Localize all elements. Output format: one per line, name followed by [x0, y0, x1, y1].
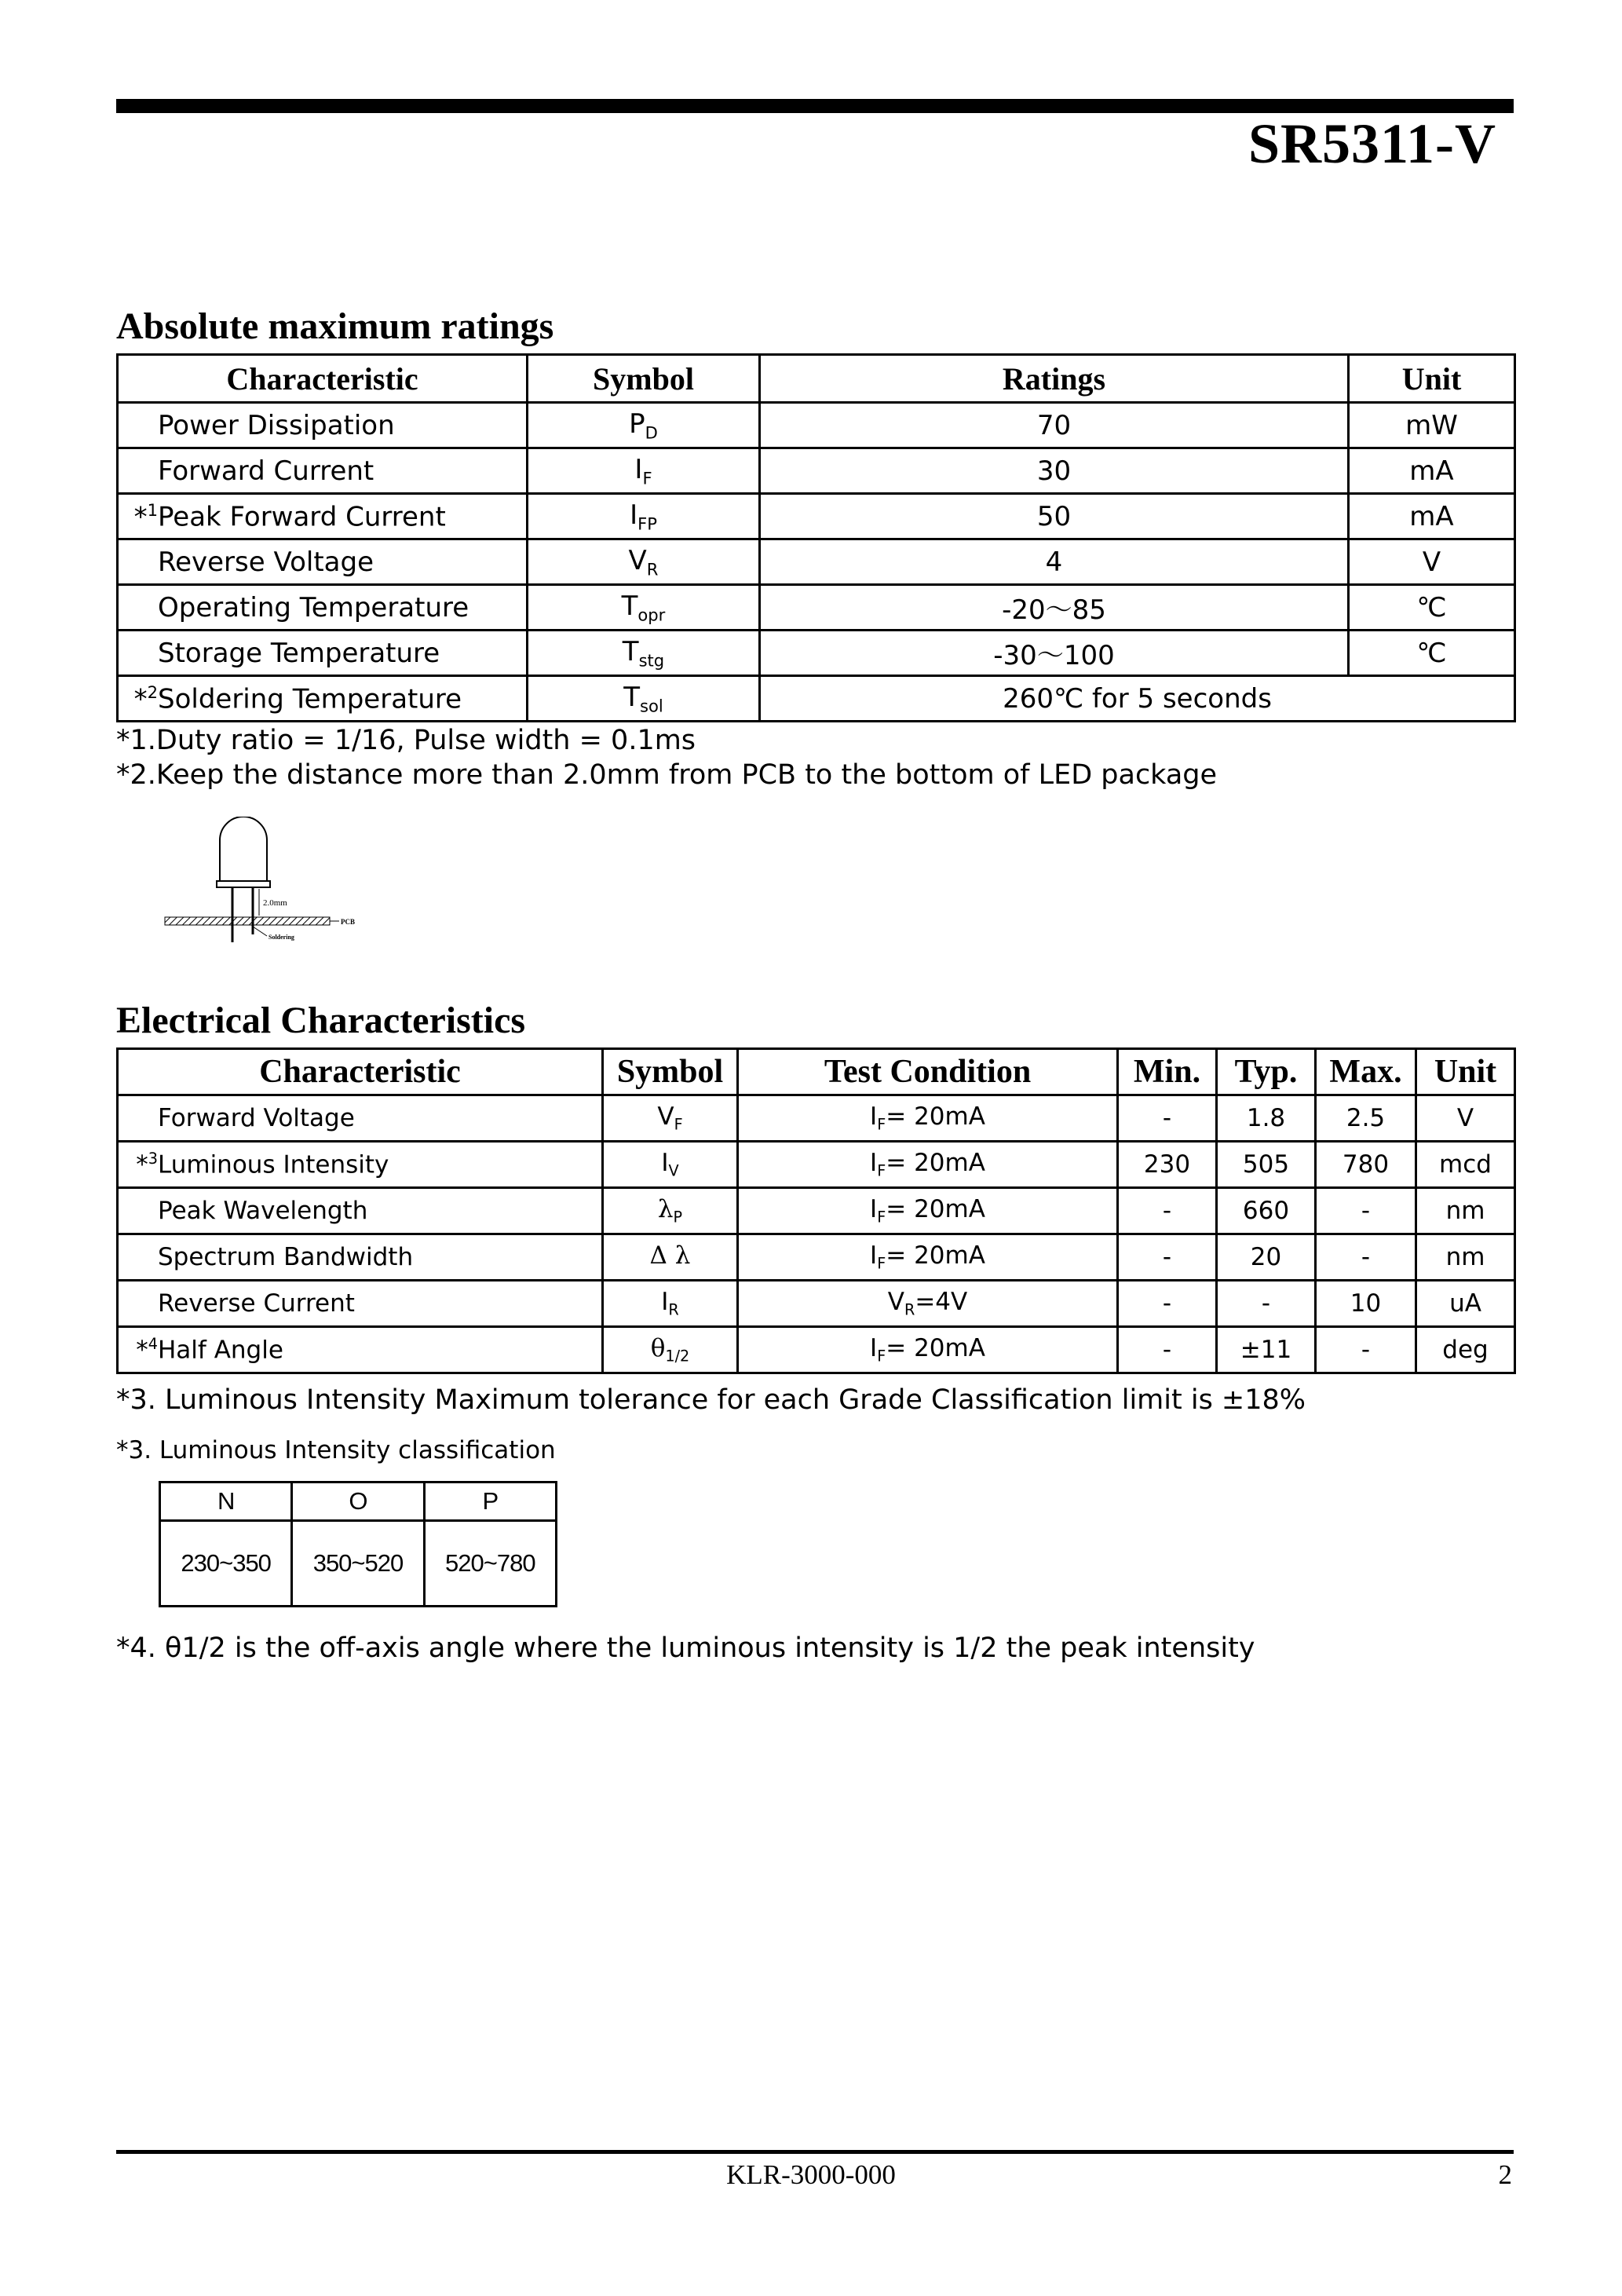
symbol-subscript: V: [668, 1161, 679, 1180]
header-symbol: Symbol: [603, 1049, 738, 1095]
symbol-main: I: [630, 499, 638, 531]
footnote-marker: [119, 1335, 158, 1364]
symbol-cell: [603, 1234, 738, 1281]
symbol-cell: [528, 403, 760, 448]
led-flange: [217, 881, 270, 887]
symbol-main: P: [629, 408, 645, 440]
electrical-title: Electrical Characteristics: [116, 1000, 526, 1041]
characteristic-name: Reverse Current: [158, 1289, 355, 1318]
symbol-subscript: R: [646, 559, 659, 579]
condition-symbol: V: [887, 1288, 904, 1317]
footnote-marker: [119, 500, 158, 532]
characteristic-cell: [118, 1234, 603, 1281]
typ-cell: 20: [1217, 1234, 1316, 1281]
min-cell: -: [1118, 1281, 1217, 1327]
soldering-label: Soldering: [269, 934, 294, 941]
table-row: [118, 403, 1515, 448]
symbol-cell: [528, 539, 760, 585]
header-unit: Unit: [1349, 355, 1515, 403]
pcb-board: [165, 917, 330, 925]
symbol-main: I: [634, 453, 643, 485]
table-row: [118, 448, 1515, 494]
led-lens: [220, 817, 267, 883]
grade-range: 520~780: [424, 1521, 556, 1607]
characteristic-name: Half Angle: [158, 1336, 283, 1365]
symbol-cell: [528, 494, 760, 539]
table-header-row: [118, 1049, 1515, 1095]
characteristic-name: Storage Temperature: [158, 637, 440, 669]
symbol-subscript: P: [673, 1208, 683, 1227]
symbol-main: I: [661, 1288, 669, 1317]
rating-cell: 50: [760, 494, 1349, 539]
characteristic-name: Peak Wavelength: [158, 1197, 368, 1225]
condition-value: =4V: [915, 1288, 968, 1317]
rating-cell: -30～100: [760, 631, 1349, 676]
footnote-marker: [119, 1150, 158, 1179]
characteristic-cell: [118, 1327, 603, 1373]
characteristic-cell: [118, 585, 528, 631]
led-mounting-diagram: [157, 817, 361, 950]
symbol-subscript: F: [642, 468, 652, 488]
note-duty-ratio: *1.Duty ratio = 1/16, Pulse width = 0.1ms: [116, 725, 696, 756]
characteristic-name: Peak Forward Current: [158, 501, 446, 533]
test-condition-cell: [738, 1142, 1118, 1188]
condition-symbol: I: [870, 1241, 878, 1270]
classification-table: [159, 1481, 557, 1607]
absolute-max-table: [116, 353, 1516, 722]
table-row: [118, 676, 1515, 722]
table-row: [118, 631, 1515, 676]
min-cell: -: [1118, 1095, 1217, 1142]
symbol-cell: [603, 1281, 738, 1327]
grade-range: 350~520: [292, 1521, 424, 1607]
characteristic-cell: [118, 676, 528, 722]
unit-cell: mA: [1349, 448, 1515, 494]
symbol-subscript: sol: [640, 696, 663, 716]
electrical-table: [116, 1047, 1516, 1374]
rating-cell: -20～85: [760, 585, 1349, 631]
unit-cell: V: [1349, 539, 1515, 585]
min-cell: 230: [1118, 1142, 1217, 1188]
min-cell: -: [1118, 1234, 1217, 1281]
header-max: Max.: [1316, 1049, 1416, 1095]
condition-symbol: I: [870, 1195, 878, 1224]
note-tolerance: *3. Luminous Intensity Maximum tolerance for each Grade Classification limit is ±18%: [116, 1384, 1306, 1416]
header-unit: Unit: [1416, 1049, 1515, 1095]
table-row: [118, 1188, 1515, 1234]
dimension-label: 2.0mm: [263, 898, 287, 908]
classification-range-row: [160, 1521, 557, 1607]
rating-cell: 70: [760, 403, 1349, 448]
typ-cell: -: [1217, 1281, 1316, 1327]
characteristic-cell: [118, 539, 528, 585]
test-condition-cell: [738, 1281, 1118, 1327]
symbol-subscript: opr: [637, 605, 666, 625]
symbol-main: T: [622, 635, 639, 667]
grade-label: O: [292, 1483, 424, 1521]
symbol-cell: [603, 1142, 738, 1188]
characteristic-name: Reverse Voltage: [158, 546, 374, 578]
condition-subscript: R: [904, 1300, 915, 1319]
footnote-star: *: [136, 1150, 148, 1179]
symbol-main: Δ λ: [649, 1241, 691, 1270]
characteristic-name: Operating Temperature: [158, 591, 469, 623]
characteristic-cell: [118, 1281, 603, 1327]
condition-subscript: F: [877, 1115, 886, 1134]
note-distance: *2.Keep the distance more than 2.0mm from PCB to the bottom of LED package: [116, 759, 1218, 791]
footnote-number: 2: [147, 682, 158, 702]
characteristic-cell: [118, 448, 528, 494]
condition-symbol: I: [870, 1334, 878, 1363]
typ-cell: 660: [1217, 1188, 1316, 1234]
condition-subscript: F: [877, 1347, 886, 1366]
condition-symbol: I: [870, 1149, 878, 1178]
symbol-cell: [528, 585, 760, 631]
symbol-cell: [528, 631, 760, 676]
symbol-subscript: 1/2: [665, 1347, 690, 1366]
symbol-main: λ: [657, 1195, 674, 1224]
characteristic-name: Forward Voltage: [158, 1104, 355, 1132]
rating-cell: 260℃ for 5 seconds: [760, 676, 1515, 722]
footnote-marker: [119, 682, 158, 715]
footnote-star: *: [136, 1336, 148, 1365]
footnote-number: 1: [147, 499, 158, 520]
symbol-main: θ: [650, 1334, 666, 1363]
symbol-main: T: [623, 681, 641, 713]
typ-cell: ±11: [1217, 1327, 1316, 1373]
condition-value: = 20mA: [886, 1149, 985, 1178]
header-symbol: Symbol: [528, 355, 760, 403]
symbol-main: V: [657, 1102, 674, 1132]
condition-value: = 20mA: [886, 1195, 985, 1224]
header-characteristic: Characteristic: [118, 355, 528, 403]
symbol-subscript: stg: [638, 650, 665, 671]
characteristic-cell: [118, 1188, 603, 1234]
header-characteristic: Characteristic: [118, 1049, 603, 1095]
max-cell: 780: [1316, 1142, 1416, 1188]
rating-cell: 30: [760, 448, 1349, 494]
test-condition-cell: [738, 1234, 1118, 1281]
classification-grade-row: [160, 1483, 557, 1521]
characteristic-name: Forward Current: [158, 455, 374, 487]
footnote-number: 4: [148, 1335, 158, 1354]
condition-symbol: I: [870, 1102, 878, 1132]
footnote-number: 3: [148, 1150, 158, 1168]
absolute-max-title: Absolute maximum ratings: [116, 305, 554, 347]
condition-value: = 20mA: [886, 1241, 985, 1270]
unit-cell: nm: [1416, 1188, 1515, 1234]
symbol-subscript: D: [645, 422, 658, 443]
header-min: Min.: [1118, 1049, 1217, 1095]
footer-rule: [116, 2150, 1514, 2154]
symbol-cell: [528, 448, 760, 494]
header-typ: Typ.: [1217, 1049, 1316, 1095]
unit-cell: nm: [1416, 1234, 1515, 1281]
symbol-subscript: FP: [637, 514, 657, 534]
max-cell: 10: [1316, 1281, 1416, 1327]
symbol-main: T: [621, 590, 638, 622]
symbol-subscript: F: [674, 1115, 683, 1134]
symbol-main: V: [628, 544, 647, 576]
grade-label: P: [424, 1483, 556, 1521]
note-half-angle: *4. θ1/2 is the off-axis angle where the luminous intensity is 1/2 the peak intensity: [116, 1632, 1255, 1664]
grade-range: 230~350: [160, 1521, 292, 1607]
unit-cell: uA: [1416, 1281, 1515, 1327]
min-cell: -: [1118, 1327, 1217, 1373]
note-classification: *3. Luminous Intensity classification: [116, 1436, 556, 1464]
max-cell: -: [1316, 1188, 1416, 1234]
condition-value: = 20mA: [886, 1102, 985, 1132]
header-test-condition: Test Condition: [738, 1049, 1118, 1095]
typ-cell: 1.8: [1217, 1095, 1316, 1142]
soldering-leader: [253, 927, 267, 936]
table-row: [118, 494, 1515, 539]
test-condition-cell: [738, 1095, 1118, 1142]
max-cell: -: [1316, 1234, 1416, 1281]
symbol-main: I: [661, 1149, 669, 1178]
min-cell: -: [1118, 1188, 1217, 1234]
table-row: [118, 1095, 1515, 1142]
rating-cell: 4: [760, 539, 1349, 585]
characteristic-name: Power Dissipation: [158, 409, 395, 441]
condition-subscript: F: [877, 1208, 886, 1227]
symbol-cell: [603, 1188, 738, 1234]
unit-cell: mA: [1349, 494, 1515, 539]
test-condition-cell: [738, 1327, 1118, 1373]
characteristic-cell: [118, 403, 528, 448]
symbol-cell: [528, 676, 760, 722]
table-row: [118, 539, 1515, 585]
unit-cell: V: [1416, 1095, 1515, 1142]
characteristic-cell: [118, 1142, 603, 1188]
test-condition-cell: [738, 1188, 1118, 1234]
pcb-label: PCB: [341, 918, 355, 926]
characteristic-cell: [118, 1095, 603, 1142]
condition-value: = 20mA: [886, 1334, 985, 1363]
typ-cell: 505: [1217, 1142, 1316, 1188]
part-number: SR5311-V: [1248, 112, 1496, 175]
characteristic-name: Spectrum Bandwidth: [158, 1243, 414, 1271]
unit-cell: deg: [1416, 1327, 1515, 1373]
document-code: KLR-3000-000: [726, 2159, 896, 2190]
table-header-row: [118, 355, 1515, 403]
unit-cell: ℃: [1349, 585, 1515, 631]
footnote-star: *: [133, 501, 148, 533]
table-row: [118, 1142, 1515, 1188]
condition-subscript: F: [877, 1254, 886, 1273]
max-cell: 2.5: [1316, 1095, 1416, 1142]
table-row: [118, 1327, 1515, 1373]
table-row: [118, 585, 1515, 631]
condition-subscript: F: [877, 1161, 886, 1180]
symbol-subscript: R: [668, 1300, 679, 1319]
page-number: 2: [1498, 2159, 1512, 2190]
table-row: [118, 1234, 1515, 1281]
characteristic-name: Luminous Intensity: [158, 1150, 389, 1179]
table-row: [118, 1281, 1515, 1327]
characteristic-cell: [118, 631, 528, 676]
unit-cell: ℃: [1349, 631, 1515, 676]
header-ratings: Ratings: [760, 355, 1349, 403]
footnote-star: *: [133, 683, 148, 715]
unit-cell: mcd: [1416, 1142, 1515, 1188]
symbol-cell: [603, 1327, 738, 1373]
grade-label: N: [160, 1483, 292, 1521]
symbol-cell: [603, 1095, 738, 1142]
unit-cell: mW: [1349, 403, 1515, 448]
characteristic-cell: [118, 494, 528, 539]
characteristic-name: Soldering Temperature: [158, 683, 462, 715]
max-cell: -: [1316, 1327, 1416, 1373]
